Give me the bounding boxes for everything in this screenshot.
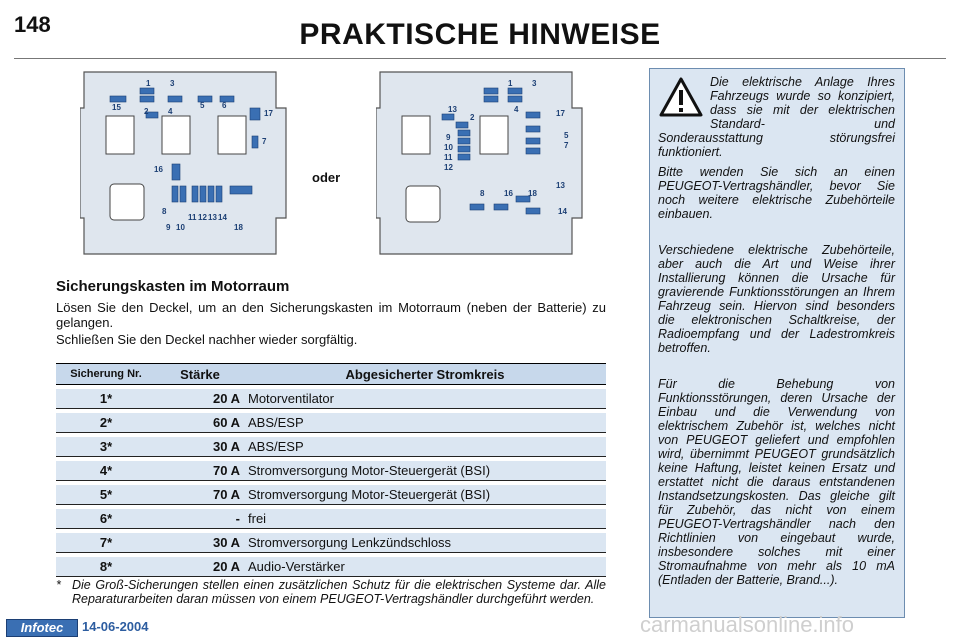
fuse-circuit: Audio-Verstärker xyxy=(244,557,606,577)
fuse-box-diagram-right xyxy=(376,68,586,258)
svg-text:11: 11 xyxy=(188,213,197,222)
svg-text:1: 1 xyxy=(146,79,151,88)
fuse-number: 1* xyxy=(56,389,156,409)
table-row xyxy=(56,413,606,433)
svg-text:14: 14 xyxy=(558,207,567,216)
fuse-table-header xyxy=(56,363,606,385)
fuse-box-diagram-left xyxy=(80,68,290,258)
page-number: 148 xyxy=(14,12,51,37)
svg-text:2: 2 xyxy=(470,113,475,122)
header-circuit: Abgesicherter Stromkreis xyxy=(244,363,606,385)
svg-text:16: 16 xyxy=(154,165,163,174)
sidebar-paragraph-3: Verschiedene elektrische Zubehörteile, aber auch die Art und Weise ihrer Installierung können die Ursache für gravierende Funktionsstörungen an Ihrem Fahrzeug sein. Hiervon sind besonders die elektronischen Schaltkreise, der Radioempfang und der Ladestromkreis betroffen. xyxy=(658,243,895,355)
title-rule xyxy=(14,58,946,59)
table-row xyxy=(56,389,606,409)
svg-text:9: 9 xyxy=(446,133,451,142)
svg-text:10: 10 xyxy=(176,223,185,232)
fuse-number: 2* xyxy=(56,413,156,433)
page-title: PRAKTISCHE HINWEISE xyxy=(299,18,661,51)
svg-text:17: 17 xyxy=(264,109,273,118)
svg-text:13: 13 xyxy=(448,105,457,114)
table-row xyxy=(56,557,606,577)
svg-text:9: 9 xyxy=(166,223,171,232)
fuse-circuit: Stromversorgung Lenkzündschloss xyxy=(244,533,606,553)
svg-text:1: 1 xyxy=(508,79,513,88)
fuse-amperage: 70 A xyxy=(156,485,244,505)
svg-text:8: 8 xyxy=(162,207,167,216)
oder-label: oder xyxy=(312,170,341,185)
table-row xyxy=(56,461,606,481)
svg-text:15: 15 xyxy=(112,103,121,112)
svg-text:13: 13 xyxy=(208,213,217,222)
fuse-circuit: ABS/ESP xyxy=(244,437,606,457)
header-amperage: Stärke xyxy=(156,363,244,385)
svg-text:8: 8 xyxy=(480,189,485,198)
svg-text:2: 2 xyxy=(144,107,149,116)
svg-text:3: 3 xyxy=(532,79,537,88)
fuse-amperage: 70 A xyxy=(156,461,244,481)
svg-text:13: 13 xyxy=(556,181,565,190)
svg-text:6: 6 xyxy=(222,101,227,110)
svg-text:3: 3 xyxy=(170,79,175,88)
table-row xyxy=(56,533,606,553)
infotec-logo: Infotec xyxy=(6,619,78,637)
fuse-amperage: 30 A xyxy=(156,437,244,457)
fuse-number: 7* xyxy=(56,533,156,553)
watermark: carmanualsonline.info xyxy=(640,612,855,637)
fuse-circuit: ABS/ESP xyxy=(244,413,606,433)
warning-sidebar xyxy=(649,68,905,618)
fuse-circuit: Motorventilator xyxy=(244,389,606,409)
sidebar-paragraph-2: Bitte wenden Sie sich an einen PEUGEOT-Vertragshändler, bevor Sie noch weitere elektrische Zubehörteile einbauen. xyxy=(658,165,895,221)
svg-text:5: 5 xyxy=(200,101,205,110)
svg-text:17: 17 xyxy=(556,109,565,118)
fuse-amperage: 20 A xyxy=(156,389,244,409)
sidebar-paragraph-4: Für die Behebung von Funktionsstörungen, deren Ursache der Einbau und die Verwendung von elektrischem Zubehör ist, welches nicht von PEUGEOT geliefert und empfohlen wird, übernimmt PEUGEOT grundsätzlich keine Haftung, leistet keinen Ersatz und erstattet nicht die daraus entstandenen Instandsetzungskosten. Das gleiche gilt für Zubehör, das nicht von einem PEUGEOT-Vertragshändler nach den Richtlinien von eingebaut wurde, insbesondere solches mit einer Stromaufnahme von mehr als 10 mA (Entladen der Batterie, Brand...). xyxy=(658,377,895,587)
fuse-amperage: 60 A xyxy=(156,413,244,433)
footnote-mark: * xyxy=(56,578,61,592)
table-row xyxy=(56,437,606,457)
svg-text:5: 5 xyxy=(564,131,569,140)
footnote-text: Die Groß-Sicherungen stellen einen zusätzlichen Schutz für die elektrischen Systeme dar. Alle Reparaturarbeiten daran müssen von einem PEUGEOT-Vertragshändler durchgeführt werden. xyxy=(72,578,606,606)
fuse-amperage: - xyxy=(156,509,244,529)
header-fuse-number: Sicherung Nr. xyxy=(56,363,156,385)
svg-text:18: 18 xyxy=(528,189,537,198)
svg-text:12: 12 xyxy=(198,213,207,222)
svg-text:7: 7 xyxy=(564,141,569,150)
footnote xyxy=(56,578,606,606)
svg-text:10: 10 xyxy=(444,143,453,152)
sidebar-paragraph-1: Die elektrische Anlage Ihres Fahrzeugs wurde so konzipiert, dass sie mit der elektrischen Standard- und Sonderausstattung störungsfrei funktioniert. xyxy=(658,75,895,159)
svg-text:12: 12 xyxy=(444,163,453,172)
fuse-number: 6* xyxy=(56,509,156,529)
fuse-number: 8* xyxy=(56,557,156,577)
print-date: 14-06-2004 xyxy=(82,619,149,634)
fuse-circuit: Stromversorgung Motor-Steuergerät (BSI) xyxy=(244,485,606,505)
table-row xyxy=(56,485,606,505)
table-row xyxy=(56,509,606,529)
svg-text:7: 7 xyxy=(262,137,267,146)
fuse-circuit: Stromversorgung Motor-Steuergerät (BSI) xyxy=(244,461,606,481)
sidebar-text xyxy=(658,75,895,599)
fuse-table xyxy=(56,359,606,581)
svg-text:16: 16 xyxy=(504,189,513,198)
intro-paragraph: Lösen Sie den Deckel, um an den Sicherungskasten im Motorraum (neben der Batterie) zu gelangen. xyxy=(56,300,606,330)
fuse-amperage: 30 A xyxy=(156,533,244,553)
fuse-circuit: frei xyxy=(244,509,606,529)
warning-icon xyxy=(658,75,710,127)
svg-text:11: 11 xyxy=(444,153,453,162)
fuse-number: 4* xyxy=(56,461,156,481)
fuse-number: 3* xyxy=(56,437,156,457)
section-title: Sicherungskasten im Motorraum xyxy=(56,278,290,295)
closing-paragraph: Schließen Sie den Deckel nachher wieder sorgfältig. xyxy=(56,332,358,347)
fuse-number: 5* xyxy=(56,485,156,505)
svg-text:14: 14 xyxy=(218,213,227,222)
svg-text:18: 18 xyxy=(234,223,243,232)
svg-text:4: 4 xyxy=(514,105,519,114)
svg-text:4: 4 xyxy=(168,107,173,116)
fuse-amperage: 20 A xyxy=(156,557,244,577)
